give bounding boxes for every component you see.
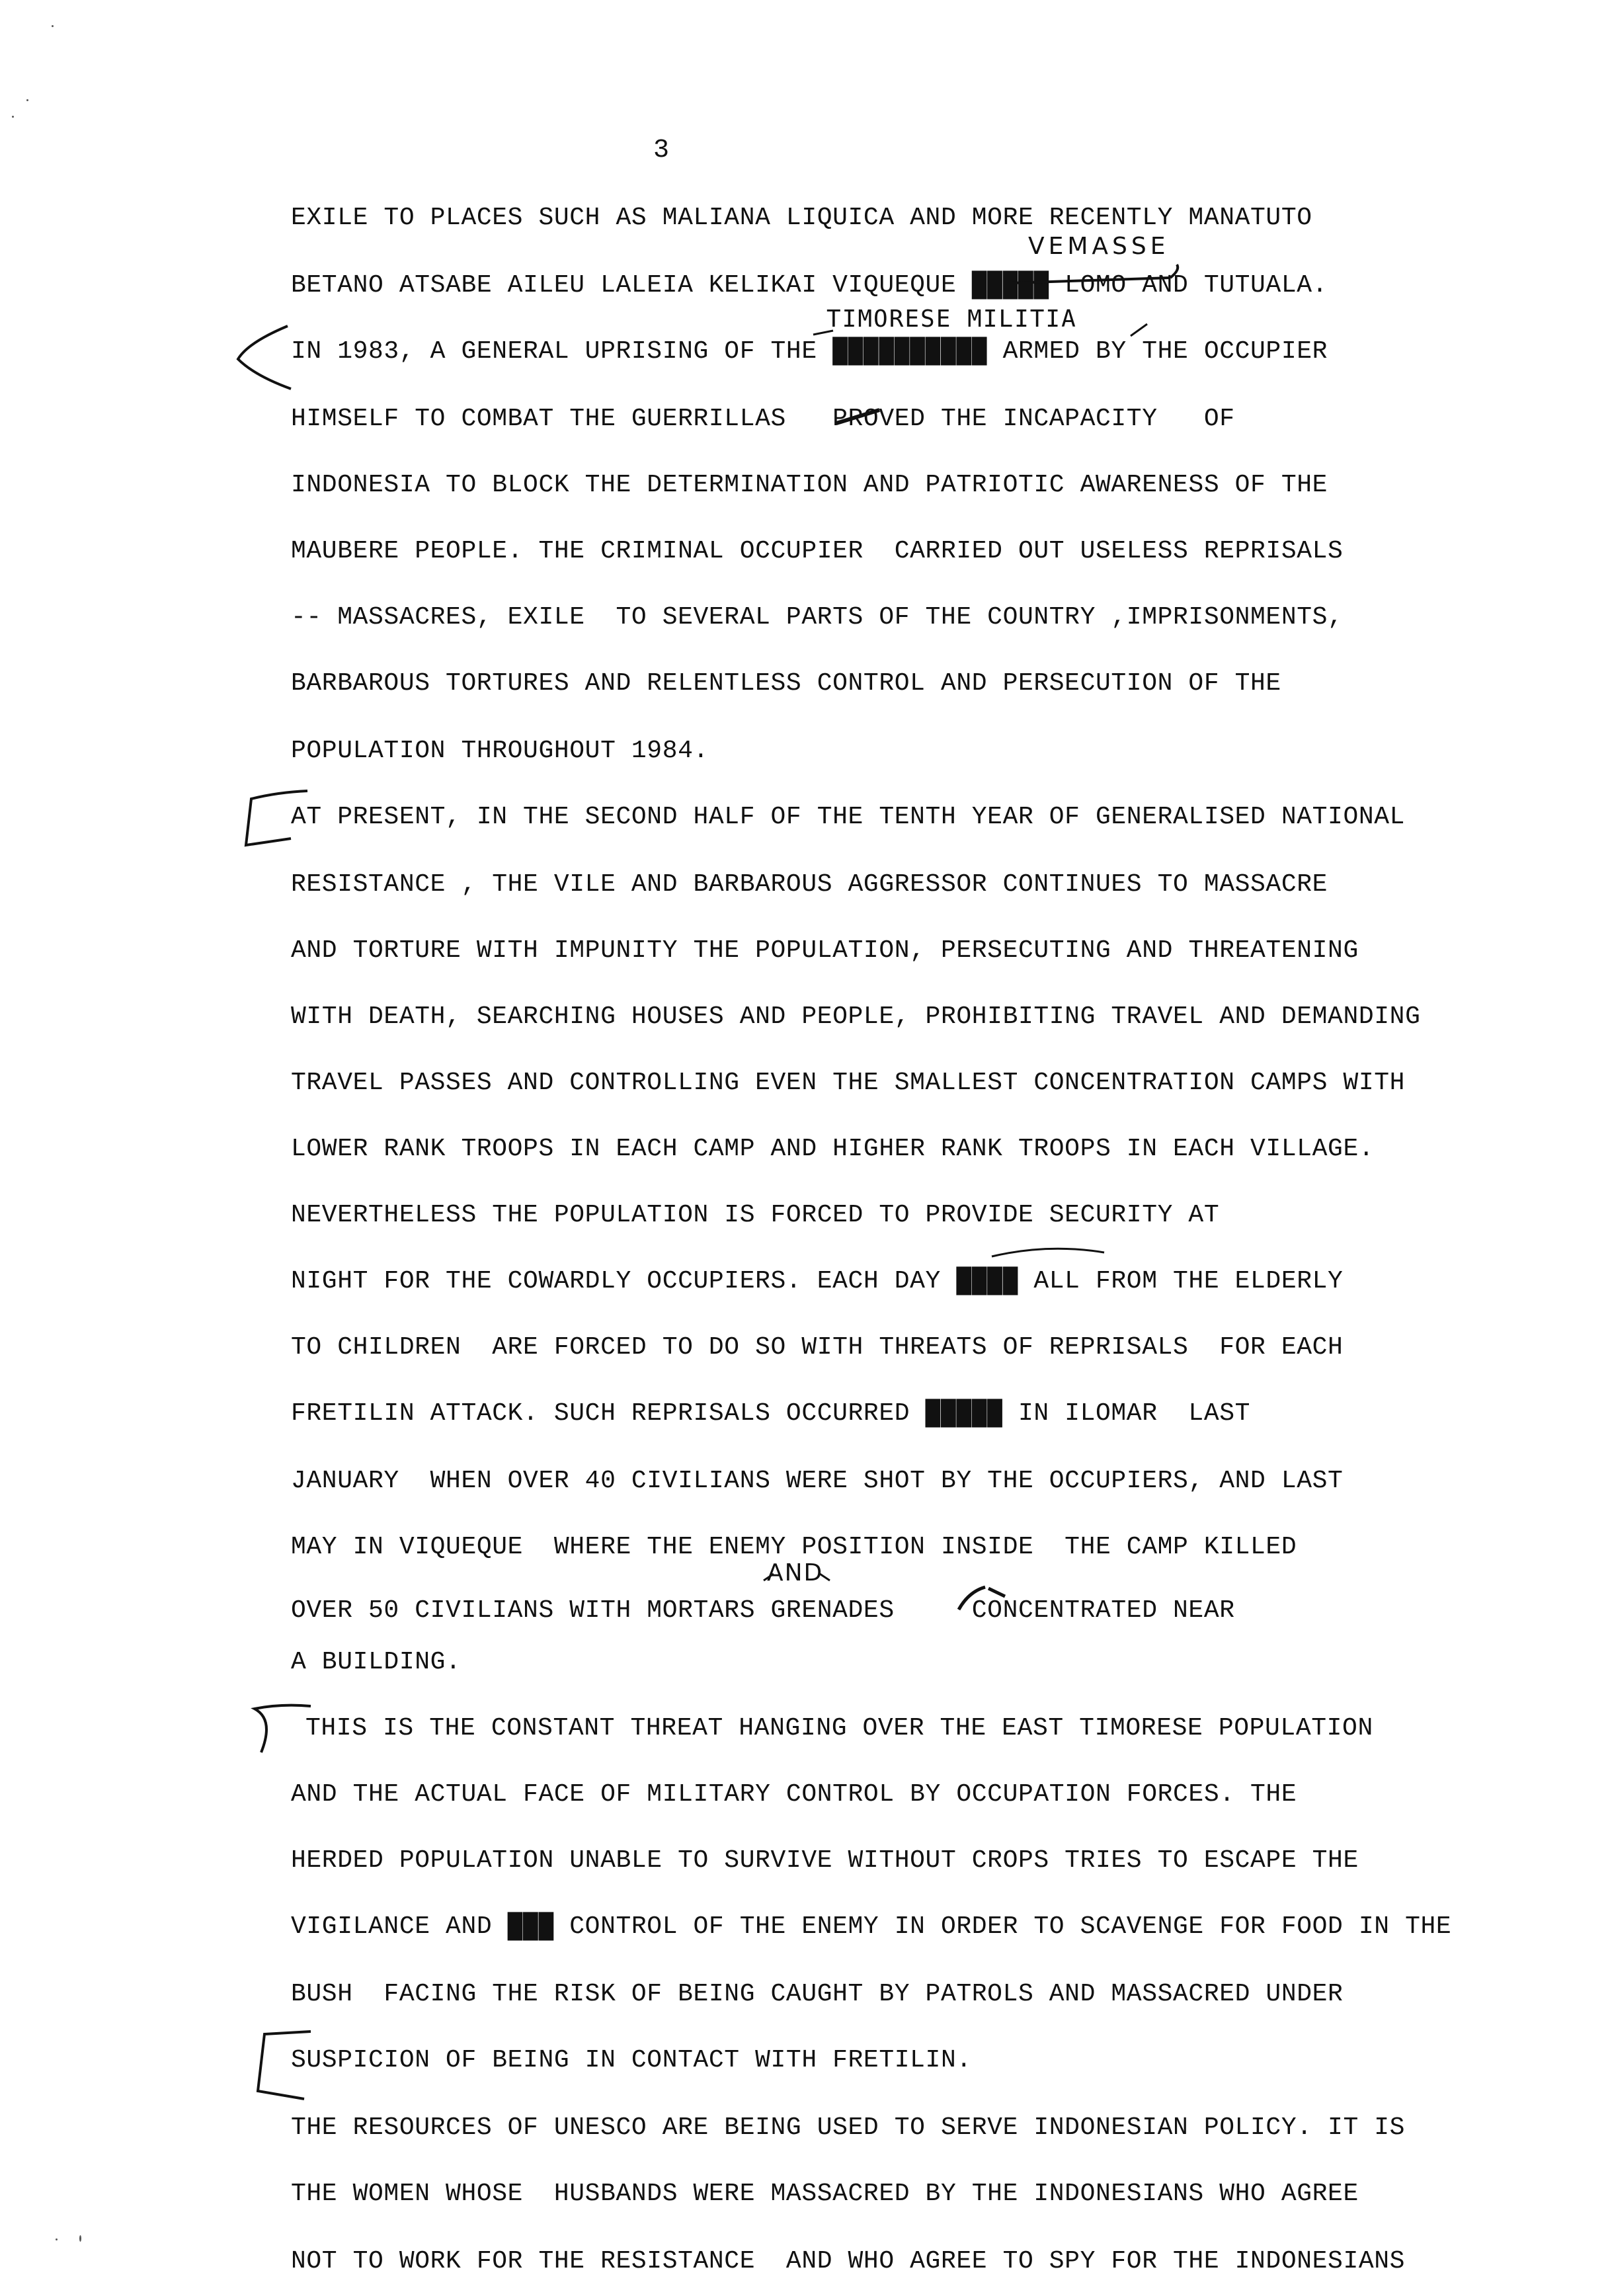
text-line: MAUBERE PEOPLE. THE CRIMINAL OCCUPIER CARRIED OUT USELESS REPRISALS [291,537,1344,565]
text-line: THE RESOURCES OF UNESCO ARE BEING USED TO SERVE INDONESIAN POLICY. IT IS [291,2113,1406,2142]
text-line: VIGILANCE AND ███ CONTROL OF THE ENEMY IN ORDER TO SCAVENGE FOR FOOD IN THE [291,1912,1452,1941]
insertion-mark [833,403,886,430]
text-line: FRETILIN ATTACK. SUCH REPRISALS OCCURRED █████ IN ILOMAR LAST [291,1399,1251,1428]
text-line: RESISTANCE , THE VILE AND BARBAROUS AGGRESSOR CONTINUES TO MASSACRE [291,870,1328,899]
text-line: HIMSELF TO COMBAT THE GUERRILLAS PROVED THE INCAPACITY OF [291,405,1235,433]
insertion-caret [760,1561,833,1587]
text-line: NEVERTHELESS THE POPULATION IS FORCED TO PROVIDE SECURITY AT [291,1201,1220,1229]
overline-mark [988,1243,1107,1263]
text-line: SUSPICION OF BEING IN CONTACT WITH FRETILIN. [291,2046,972,2074]
text-line: OVER 50 CIVILIANS WITH MORTARS GRENADES CONCENTRATED NEAR [291,1596,1235,1625]
strike-through-mark [1012,263,1184,296]
text-line: WITH DEATH, SEARCHING HOUSES AND PEOPLE, PROHIBITING TRAVEL AND DEMANDING [291,1003,1421,1031]
text-line: THIS IS THE CONSTANT THREAT HANGING OVER THE EAST TIMORESE POPULATION [305,1714,1373,1742]
text-line: NOT TO WORK FOR THE RESISTANCE AND WHO AGREE TO SPY FOR THE INDONESIANS [291,2247,1406,2276]
text-line: TO CHILDREN ARE FORCED TO DO SO WITH THREATS OF REPRISALS FOR EACH [291,1333,1344,1362]
insertion-caret [807,311,1150,364]
handwritten-timorese-militia: TIMORESE MILITIA [826,306,1077,333]
text-line: BARBAROUS TORTURES AND RELENTLESS CONTROL AND PERSECUTION OF THE [291,669,1281,698]
text-line: AND TORTURE WITH IMPUNITY THE POPULATION, PERSECUTING AND THREATENING [291,936,1359,965]
text-line: LOWER RANK TROOPS IN EACH CAMP AND HIGHER RANK TROOPS IN EACH VILLAGE. [291,1135,1375,1163]
text-line: JANUARY WHEN OVER 40 CIVILIANS WERE SHOT BY THE OCCUPIERS, AND LAST [291,1467,1344,1495]
text-line: A BUILDING. [291,1648,462,1676]
text-line: HERDED POPULATION UNABLE TO SURVIVE WITHOUT CROPS TRIES TO ESCAPE THE [291,1846,1359,1875]
scan-speck [56,2238,58,2240]
text-line: AT PRESENT, IN THE SECOND HALF OF THE TENTH YEAR OF GENERALISED NATIONAL [291,803,1406,831]
text-line: INDONESIA TO BLOCK THE DETERMINATION AND PATRIOTIC AWARENESS OF THE [291,471,1328,499]
text-line: EXILE TO PLACES SUCH AS MALIANA LIQUICA AND MORE RECENTLY MANATUTO [291,204,1312,232]
text-line: BETANO ATSABE AILEU LALEIA KELIKAI VIQUEQUE █████ LOMO AND TUTUALA. [291,271,1328,300]
text-line: -- MASSACRES, EXILE TO SEVERAL PARTS OF THE COUNTRY ,IMPRISONMENTS, [291,603,1344,632]
scan-speck [52,25,54,27]
text-line: POPULATION THROUGHOUT 1984. [291,737,709,765]
scan-speck [12,116,14,118]
text-line: BUSH FACING THE RISK OF BEING CAUGHT BY PATROLS AND MASSACRED UNDER [291,1980,1344,2008]
scan-speck [79,2235,81,2242]
text-line: THE WOMEN WHOSE HUSBANDS WERE MASSACRED BY THE INDONESIANS WHO AGREE [291,2180,1359,2208]
text-line: TRAVEL PASSES AND CONTROLLING EVEN THE SMALLEST CONCENTRATION CAMPS WITH [291,1069,1406,1097]
scan-speck [26,99,28,101]
insertion-mark [952,1582,1012,1615]
margin-bracket [248,1700,314,1759]
text-line: MAY IN VIQUEQUE WHERE THE ENEMY POSITION INSIDE THE CAMP KILLED [291,1533,1297,1561]
text-line: IN 1983, A GENERAL UPRISING OF THE ██████████ ARMED BY THE OCCUPIER [291,337,1328,366]
margin-bracket [248,2025,314,2104]
text-line: NIGHT FOR THE COWARDLY OCCUPIERS. EACH DAY ████ ALL FROM THE ELDERLY [291,1267,1344,1295]
page-number: 3 [653,136,670,165]
margin-bracket [235,323,294,395]
margin-bracket [238,786,311,852]
handwritten-vemasse: VEMASSE [1028,233,1170,260]
handwritten-and: AND [767,1559,824,1586]
text-line: AND THE ACTUAL FACE OF MILITARY CONTROL BY OCCUPATION FORCES. THE [291,1780,1297,1809]
